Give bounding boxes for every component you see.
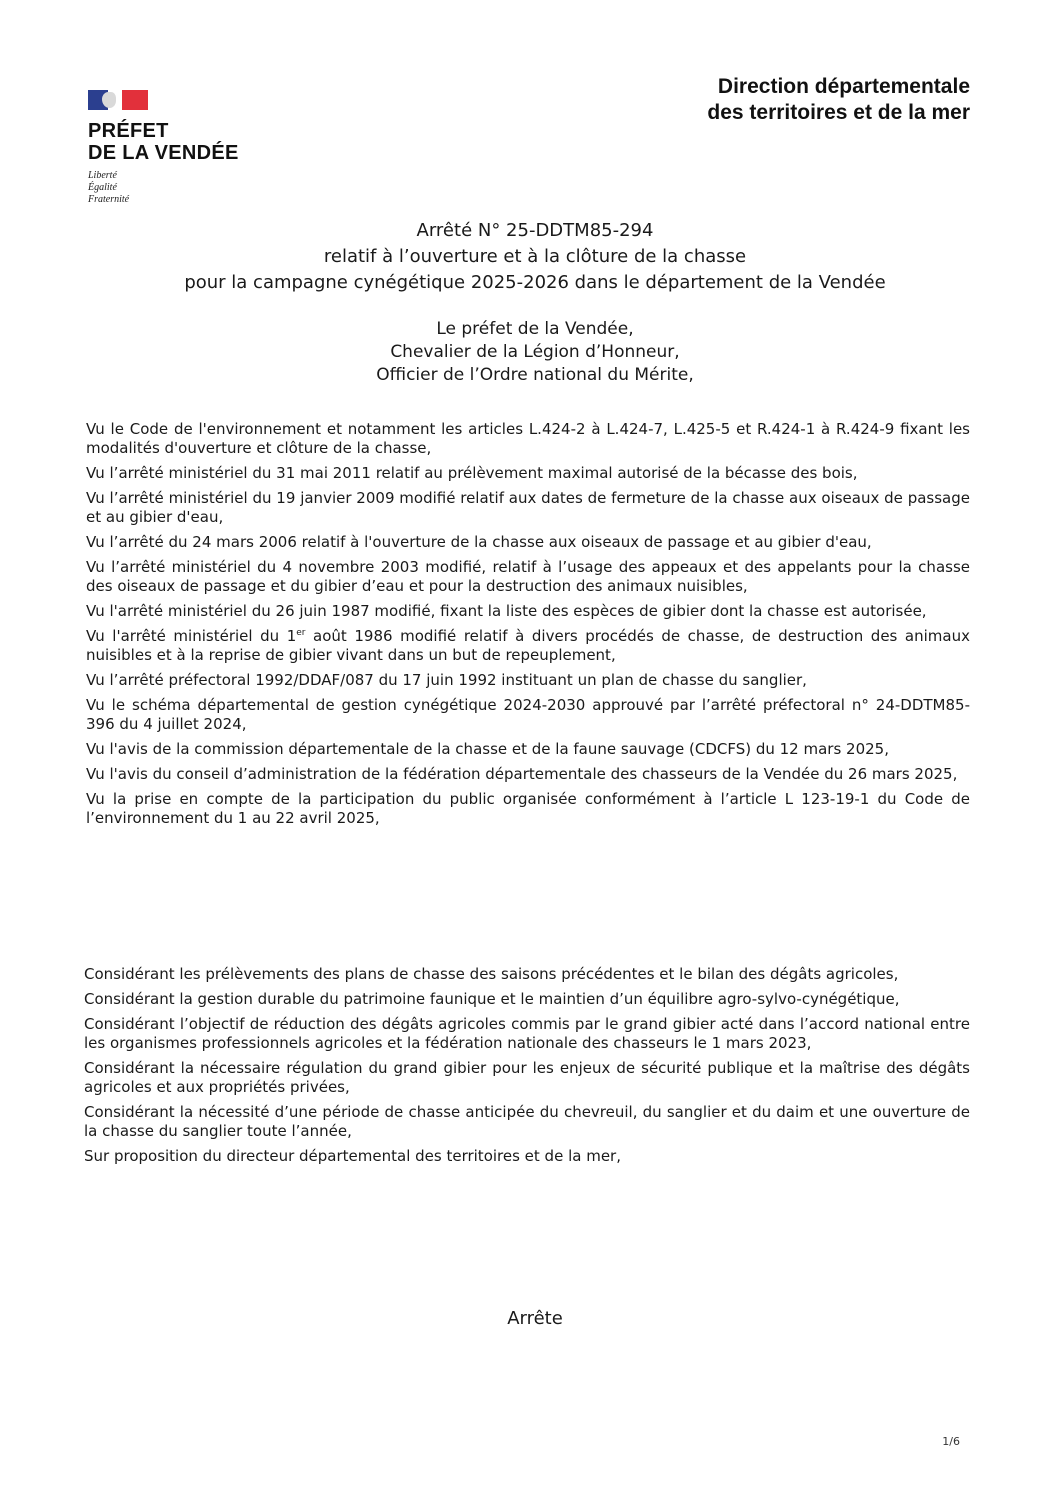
visa-paragraph: Vu l’arrêté ministériel du 4 novembre 2003 modifié, relatif à l’usage des appeaux et des appelants pour la chasse des oiseaux de passage et du gibier d’eau et pour la destruction des animaux nuisibles, (86, 558, 970, 595)
service-line2: des territoires et de la mer (707, 101, 970, 124)
authority-line1: Le préfet de la Vendée, (436, 319, 634, 339)
visa-paragraph: Vu l’arrêté ministériel du 19 janvier 2009 modifié relatif aux dates de fermeture de la chasse aux oiseaux de passage et au gibier d'eau, (86, 489, 970, 526)
decree-number: Arrêté N° 25-DDTM85-294 (416, 220, 654, 241)
visa-1er-sup: er (296, 628, 306, 638)
visa-1er-before: Vu l'arrêté ministériel du 1 (86, 627, 297, 645)
authority-line3: Officier de l’Ordre national du Mérite, (376, 365, 694, 385)
authority-line2: Chevalier de la Légion d’Honneur, (390, 342, 680, 362)
prefet-title-line1: PRÉFET (88, 120, 169, 142)
issuing-service (707, 74, 970, 126)
visa-paragraph: Vu l'avis de la commission départementale de la chasse et de la faune sauvage (CDCFS) du 12 mars 2025, (86, 740, 889, 758)
marianne-flag-icon (88, 90, 148, 110)
motto-egalite: Égalité (88, 182, 117, 193)
decree-subject: relatif à l’ouverture et à la clôture de la chasse (323, 246, 747, 267)
visa-paragraph: Vu l’arrêté préfectoral 1992/DDAF/087 du 17 juin 1992 instituant un plan de chasse du sanglier, (86, 671, 807, 689)
visa-paragraph: Vu l’arrêté ministériel du 31 mai 2011 relatif au prélèvement maximal autorisé de la bécasse des bois, (86, 464, 858, 482)
visa-paragraph: Vu l’arrêté du 24 mars 2006 relatif à l'ouverture de la chasse aux oiseaux de passage et au gibier d'eau, (86, 533, 872, 551)
prefecture-logo (88, 90, 288, 206)
proposal-paragraph: Sur proposition du directeur départemental des territoires et de la mer, (84, 1147, 621, 1165)
service-line1: Direction départementale (717, 75, 970, 98)
considerant-paragraph: Considérant la nécessaire régulation du grand gibier pour les enjeux de sécurité publique et la maîtrise des dégâts agricoles et aux propriétés privées, (84, 1059, 970, 1096)
visa-paragraph: Vu l'avis du conseil d’administration de la fédération départementale des chasseurs de la Vendée du 26 mars 2025, (86, 765, 958, 783)
prefect-authority (60, 318, 1010, 387)
considerant-paragraph: Considérant l’objectif de réduction des dégâts agricoles commis par le grand gibier acté dans l’accord national entre les organismes professionnels agricoles et la fédération nationale des chasseurs le 1 mars 2023, (84, 1015, 970, 1052)
decree-title (60, 218, 1010, 296)
visa-1er-after: août 1986 modifié relatif à divers procédés de chasse, de destruction des (305, 627, 898, 645)
visa-paragraph: Vu l'arrêté ministériel du 26 juin 1987 modifié, fixant la liste des espèces de gibier dont la chasse est autorisée, (86, 602, 927, 620)
visa-paragraph: Vu le Code de l'environnement et notamment les articles L.424-2 à L.424-7, L.425-5 et R.424-1 à R.424-9 fixant les modalités d'ouverture et clôture de la chasse, (86, 420, 970, 457)
page-number: 1/6 (942, 1435, 960, 1448)
visa-1er-continuation: animaux nuisibles et à la reprise de gibier vivant dans un but de repeuplement, (86, 627, 970, 664)
visas-section (86, 420, 970, 834)
arrete-heading: Arrête (507, 1308, 563, 1329)
republic-motto (88, 170, 288, 206)
considerant-paragraph: Considérant les prélèvements des plans de chasse des saisons précédentes et le bilan des dégâts agricoles, (84, 965, 899, 983)
considerant-paragraph: Considérant la gestion durable du patrimoine faunique et le maintien d’un équilibre agro-sylvo-cynégétique, (84, 990, 900, 1008)
prefet-title-line2: DE LA VENDÉE (88, 142, 239, 164)
decree-scope: pour la campagne cynégétique 2025-2026 dans le département de la Vendée (184, 272, 886, 293)
visa-paragraph (86, 627, 970, 665)
visa-paragraph: Vu la prise en compte de la participation du public organisée conformément à l’article L 123-19-1 du Code de l’environnement du 1 au 22 avril 2025, (86, 790, 970, 827)
considerants-section (84, 965, 970, 1172)
considerant-paragraph: Considérant la nécessité d’une période de chasse anticipée du chevreuil, du sanglier et du daim et une ouverture de la chasse du sanglier toute l’année, (84, 1103, 970, 1140)
motto-liberte: Liberté (88, 170, 117, 181)
motto-fraternite: Fraternité (88, 194, 130, 205)
visa-paragraph: Vu le schéma départemental de gestion cynégétique 2024-2030 approuvé par l’arrêté préfectoral n° 24-DDTM85-396 du 4 juillet 2024, (86, 696, 970, 733)
